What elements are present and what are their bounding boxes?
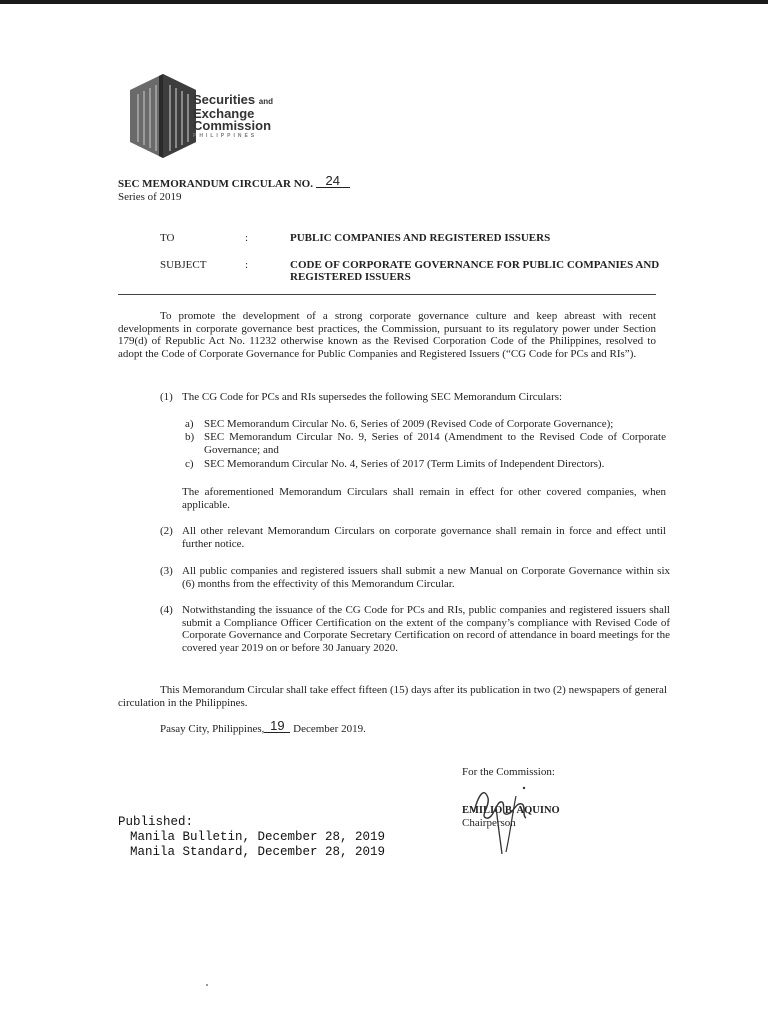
handwritten-signature-icon [466,776,536,856]
signatory-name: EMILIO B. AQUINO [462,805,560,816]
to-value: PUBLIC COMPANIES AND REGISTERED ISSUERS [290,232,551,244]
sub-b-text: SEC Memorandum Circular No. 9, Series of 2014 (Amendment to the Revised Code of Corporate Governance; and [204,431,666,456]
item-1-marker: (1) [160,391,173,403]
series-year: Series of 2019 [118,191,182,203]
sub-c-marker: c) [185,458,194,470]
circular-label: SEC MEMORANDUM CIRCULAR NO. [118,178,313,190]
place-date-line [160,718,560,736]
item-4-text: Notwithstanding the issuance of the CG Code for PCs and RIs, public companies and registered issuers shall submit a Compliance Officer Certification on the extent of the company’s compliance with Revised Code of Corporate Governance and Corporate Secretary Certification on record of attendance in board meetings for the covered year 2019 on or before 30 January 2020. [182,604,670,654]
item-2-marker: (2) [160,525,173,537]
subject-line-1: CODE OF CORPORATE GOVERNANCE FOR PUBLIC COMPANIES AND [290,259,660,271]
aforementioned-paragraph: The aforementioned Memorandum Circulars shall remain in effect for other covered companies, when applicable. [182,486,666,511]
item-1-text: The CG Code for PCs and RIs supersedes the following SEC Memorandum Circulars: [182,391,563,403]
subject-label: SUBJECT [160,259,207,271]
to-colon: : [245,232,249,244]
signatory-title: Chairperson [462,817,516,829]
scan-top-edge [0,0,768,4]
sub-b-marker: b) [185,431,195,443]
sec-logo-icon [128,72,198,160]
published-stamp [118,815,385,860]
item-3-marker: (3) [160,565,173,577]
published-manila-standard: Manila Standard, December 28, 2019 [130,845,386,859]
sub-c-text: SEC Memorandum Circular No. 4, Series of 2017 (Term Limits of Independent Directors). [204,458,605,470]
place-suffix: December 2019. [293,723,366,735]
subject-line-2: REGISTERED ISSUERS [290,271,411,283]
item-2-text: All other relevant Memorandum Circulars on corporate governance shall remain in force and effect until further notice. [182,525,666,550]
scan-speck [206,984,208,986]
published-label: Published: [118,815,194,829]
effectivity-paragraph: This Memorandum Circular shall take effect fifteen (15) days after its publication in two (2) newspapers of general circulation in the Philippines. [118,684,667,709]
intro-paragraph: To promote the development of a strong corporate governance culture and keep abreast with recent developments in corporate governance best practices, the Commission, pursuant to its regulatory power under Section 179(d) of Republic Act No. 11232 otherwise known as the Revised Corporation Code of the Philippines, resolved to adopt the Code of Corporate Governance for Public Companies and Registered Issuers (“CG Code for PCs and RIs”). [118,310,656,360]
place-day: 19 [264,720,290,733]
published-manila-bulletin: Manila Bulletin, December 28, 2019 [130,830,386,844]
sub-a-marker: a) [185,418,194,430]
circular-number-line [118,173,350,190]
item-4-marker: (4) [160,604,173,616]
sub-a-text: SEC Memorandum Circular No. 6, Series of 2009 (Revised Code of Corporate Governance); [204,418,614,430]
for-commission-line: For the Commission: [462,766,555,778]
to-label: TO [160,232,175,244]
item-3-text: All public companies and registered issuers shall submit a new Manual on Corporate Governance within six (6) months from the effectivity of this Memorandum Circular. [182,565,670,590]
sec-logo-wordmark: Securities and Exchange Commission PHILIPPINES [193,92,274,139]
subject-colon: : [245,259,249,271]
header-divider [118,294,656,295]
place-prefix: Pasay City, Philippines, [160,723,265,735]
circular-number: 24 [316,174,350,188]
